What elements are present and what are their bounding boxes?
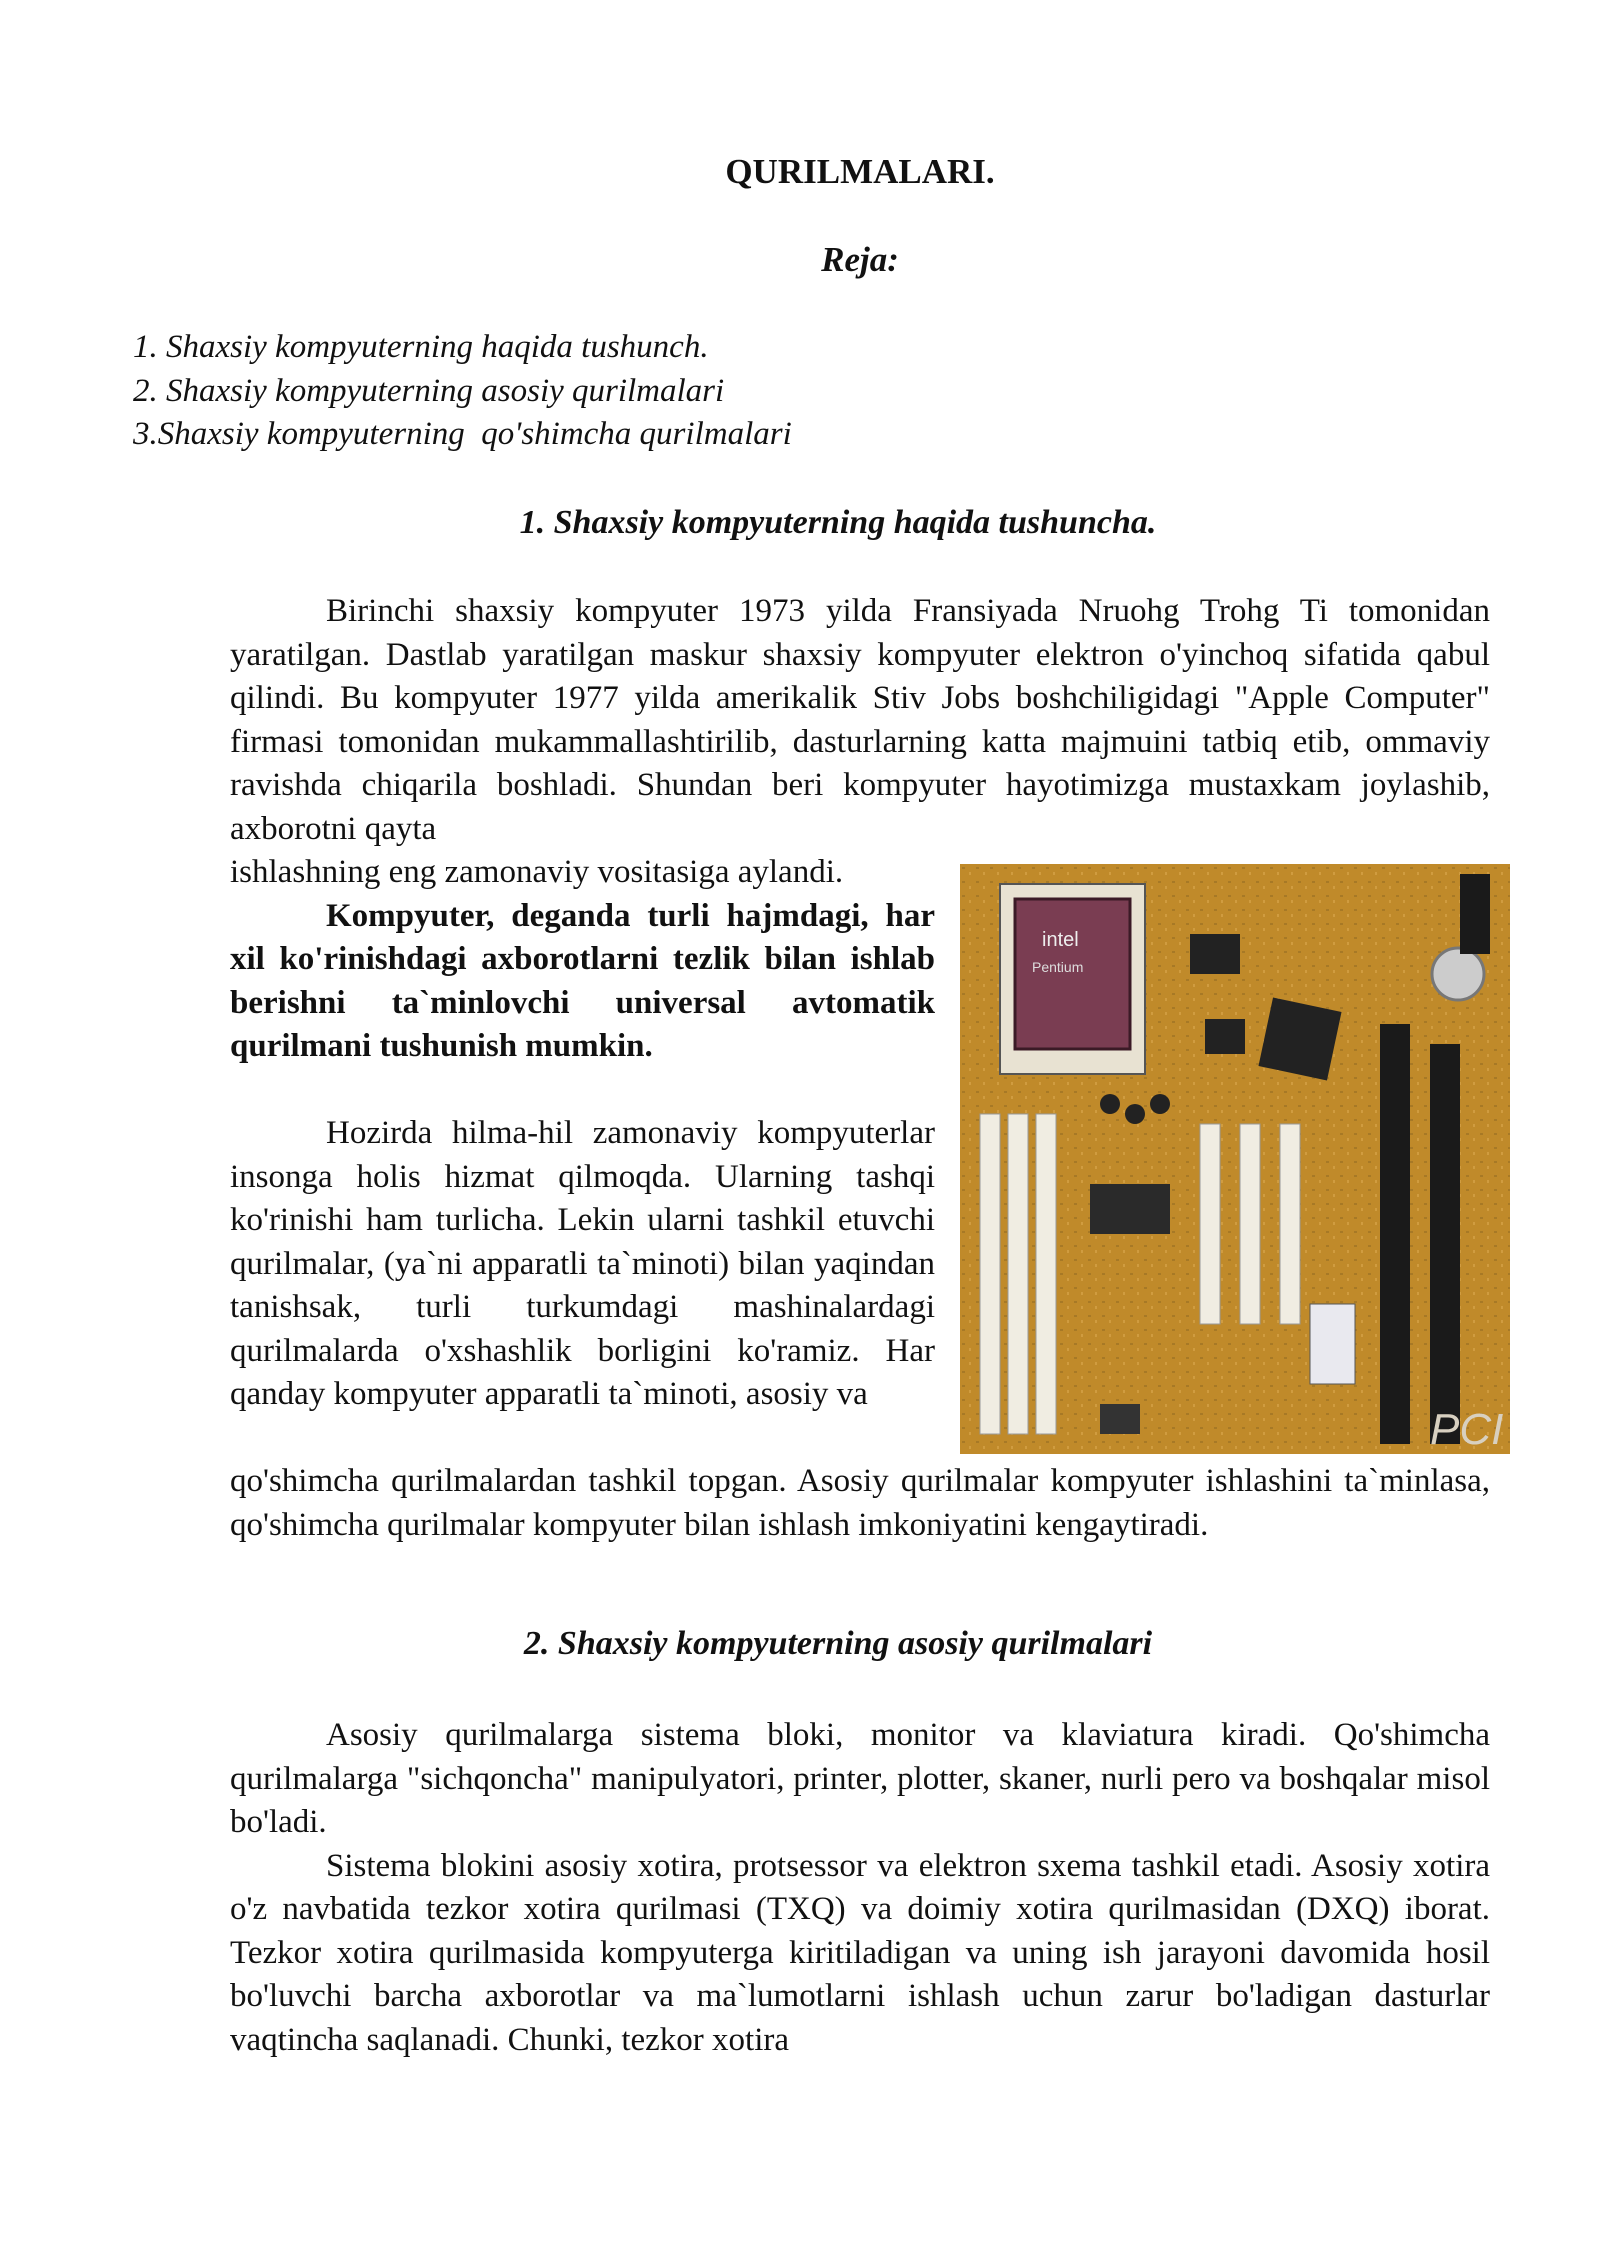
section1-paragraph1 bbox=[230, 590, 1490, 851]
plan-item: 1. Shaxsiy kompyuterning haqida tushunch. bbox=[133, 329, 709, 365]
section2-body bbox=[230, 1714, 1490, 2062]
section1-paragraph2-end bbox=[230, 1460, 1490, 1547]
paragraph-text: Hozirda hilma-hil zamonaviy kompyuterlar insonga holis hizmat qilmoqda. Ularning tashqi ko'rinishi ham turlicha. Lekin ularni tashkil etuvchi qurilmalar, (ya`ni apparatli ta`minoti) bilan yaqindan tanishsak, turli turkumdagi mashinalardagi qurilmalarda o'xshashlik borligini ko'ramiz. Har qanday kompyuter apparatli ta`minoti, asosiy va bbox=[230, 1115, 935, 1412]
definition-text: Kompyuter, deganda turli hajmdagi, har xil ko'rinishdagi axborotlarni tezlik bilan ishlab berishni ta`minlovchi universal avtomatik qurilmani tushunish mumkin. bbox=[230, 897, 935, 1064]
paragraph-text: Sistema blokini asosiy xotira, protsessor va elektron sxema tashkil etadi. Asosiy xotira o'z navbatida tezkor xotira qurilmasi (TXQ) va doimiy xotira qurilmasidan (DXQ) iborat. Tezkor xotira qurilmasida kompyuterga kiritiladigan va uning ish jarayoni davomida hosil bo'luvchi barcha axborotlar va ma`lumotlarni ishlash uchun zarur bo'ladigan dasturlar vaqtincha saqlanadi. Chunki, tezkor xotira bbox=[230, 1847, 1490, 2058]
svg-text:PCI: PCI bbox=[1430, 1405, 1504, 1454]
motherboard-image bbox=[960, 864, 1510, 1454]
plan-item: 2. Shaxsiy kompyuterning asosiy qurilmalari bbox=[133, 372, 725, 409]
chip-model: Pentium bbox=[1032, 959, 1084, 975]
section1-heading: 1. Shaxsiy kompyuterning haqida tushuncha. bbox=[519, 504, 1157, 541]
wrapped-column bbox=[230, 851, 935, 1417]
chip-brand: intel bbox=[1042, 929, 1079, 951]
plan-list bbox=[133, 326, 792, 457]
paragraph-text: Asosiy qurilmalarga sistema bloki, monitor va klaviatura kiradi. Qo'shimcha qurilmalarga "sichqoncha" manipulyatori, printer, plotter, skaner, nurli pero va boshqalar misol bo'ladi. bbox=[230, 1717, 1490, 1840]
paragraph-text: qo'shimcha qurilmalardan tashkil topgan. Asosiy qurilmalar kompyuter ishlashini ta`minlasa, qo'shimcha qurilmalar kompyuter bilan ishlash imkoniyatini kengaytiradi. bbox=[230, 1463, 1490, 1543]
plan-heading: Reja: bbox=[821, 240, 899, 279]
section2-heading: 2. Shaxsiy kompyuterning asosiy qurilmalari bbox=[523, 1625, 1153, 1662]
paragraph-end: ishlashning eng zamonaviy vositasiga aylandi. bbox=[230, 854, 844, 890]
plan-item: 3.Shaxsiy kompyuterning qo'shimcha qurilmalari bbox=[133, 416, 792, 452]
page-title: QURILMALARI. bbox=[725, 152, 995, 191]
paragraph-text: Birinchi shaxsiy kompyuter 1973 yilda Fransiyada Nruohg Trohg Ti tomonidan yaratilgan. Dastlab yaratilgan maskur shaxsiy kompyuter elektron o'yinchoq sifatida qabul qilindi. Bu kompyuter 1977 yilda amerikalik Stiv Jobs boshchiligidagi "Apple Computer" firmasi tomonidan mukammallashtirilib, dasturlarning katta majmuini tatbiq etib, ommaviy ravishda chiqarila boshladi. Shundan beri kompyuter hayotimizga mustaxkam joylashib, axborotni qayta bbox=[230, 593, 1490, 847]
